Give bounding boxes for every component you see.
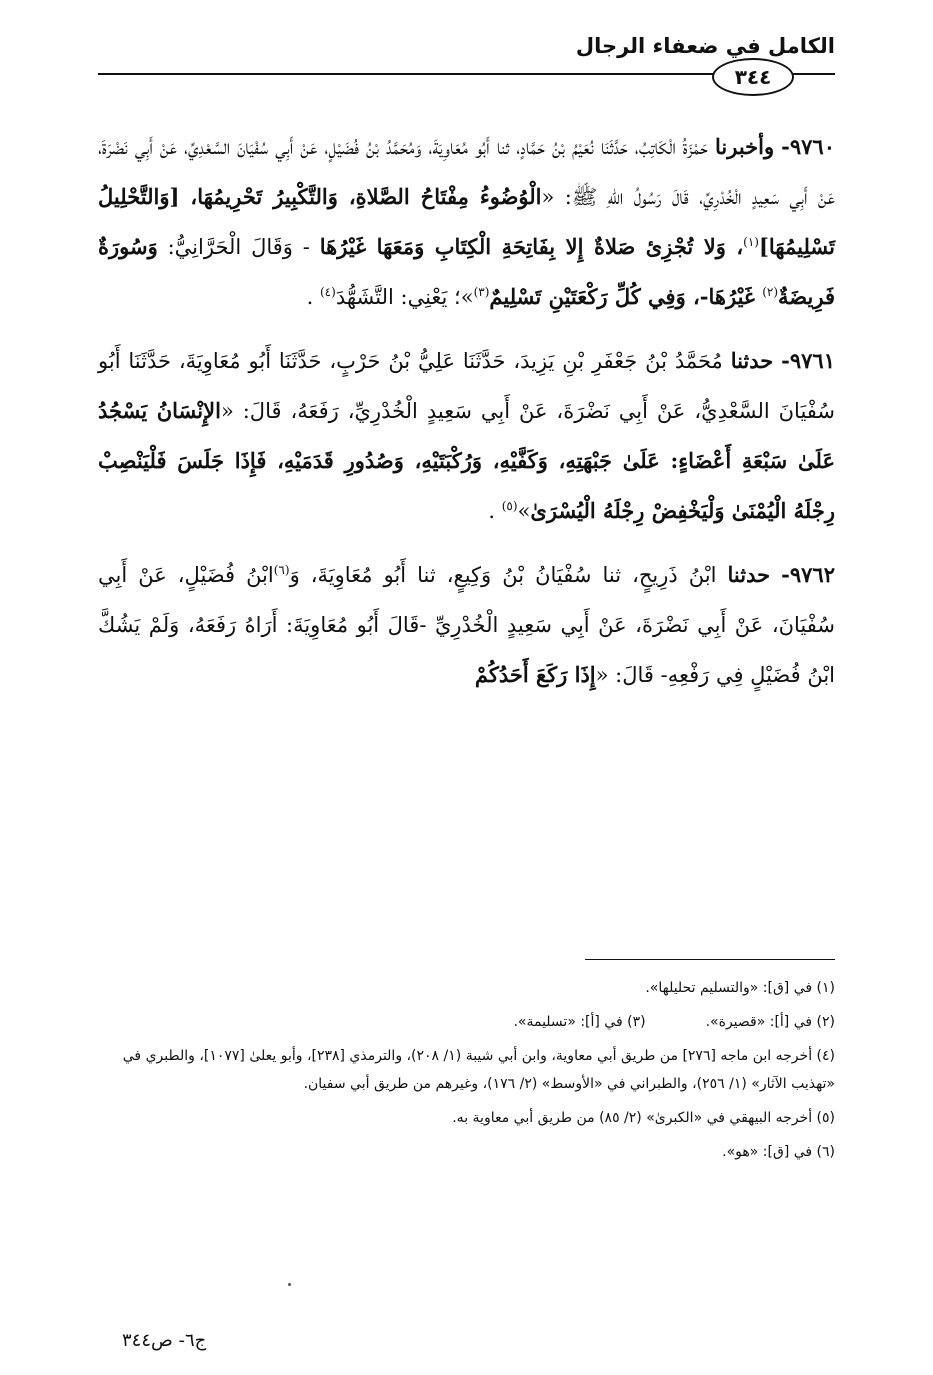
main-text [98,122,835,714]
hadith-number: ٩٧٦٢- [781,562,835,587]
isnad-text: ابْنُ فُضَيْلٍ، عَنْ أَبِي سُفْيَانَ، عَنْ أَبِي نَضْرَةَ، عَنْ أَبِي سَعِيدٍ الْخُدْرِيِّ -قَالَ أَبُو مُعَاوِيَةَ: أَرَاهُ رَفَعَهُ، وَلَمْ يَشُكَّ ابْنُ فُضَيْلٍ فِي رَفْعِهِ- قَالَ: « [98,563,835,687]
narration-keyword: حدثنا [727,562,771,587]
explanation-text: »؛ يَعْنِي: التَّشَهُّدَ [335,285,474,309]
running-header-title: الكامل في ضعفاء الرجال [575,34,835,58]
paragraph-9761 [98,336,835,536]
hadith-text: غَيْرُهَا-، وَفِي كُلِّ رَكْعَتَيْنِ تَسْلِيمٌ [489,284,763,309]
hadith-text: ، وَلا تُجْزِئ صَلاةٌ إِلا بِفَاتِحَةِ الْكِتَابِ وَمَعَهَا غَيْرُهَا [319,234,744,259]
footnote-2: (٢) في [أ]: «قصيرة». [705,1014,835,1030]
hadith-text: وَسُورَةٌ فَرِيضَةٌ [98,234,835,309]
footnotes [98,974,835,1172]
footnote-ref[interactable]: (٢) [762,285,779,299]
footnote-row [98,1008,835,1036]
footnote-6: (٦) في [ق]: «هو». [722,1144,835,1160]
hadith-text: الْوُضُوءُ مِفْتَاحُ الصَّلاةِ، وَالتَّكْبِيرُ تَحْرِيمُهَا، [وَالتَّحْلِيلُ تَسْلِيمُهَا] [98,184,835,259]
paragraph-9762 [98,550,835,700]
footnote-4: (٤) أخرجه ابن ماجه [٢٧٦] من طريق أبي معاوية، وابن أبي شيبة (١/ ٢٠٨)، والترمذي [٢٣٨]، وأبو يعلىٰ [١٠٧٧]، والطبري في «تهذيب الآثار» (١/ ٢٥٦)، والطبراني في «الأوسط» (٢/ ١٧٦)، وغيرهم من طريق أبي سفيان. [122,1048,835,1092]
page-number-badge: ٣٤٤ [712,58,794,96]
isnad-text: مُحَمَّدُ بْنُ جَعْفَرِ بْنِ يَزِيدَ، حَدَّثَنَا عَلِيُّ بْنُ حَرْبٍ، حَدَّثَنَا أَبُو مُعَاوِيَةَ، حَدَّثَنَا أَبُو سُفْيَانَ السَّعْدِيُّ، عَنْ أَبِي نَضْرَةَ، عَنْ أَبِي سَعِيدٍ الْخُدْرِيِّ، رَفَعَهُ، قَالَ: « [98,349,835,423]
narrator-note: - وَقَالَ الْحَرَّانِيُّ: [157,235,320,259]
footnote-3: (٣) في [أ]: «تسليمة». [513,1014,646,1030]
paragraph-9760 [98,122,835,322]
footnote-ref[interactable]: (٤) [319,285,336,299]
footnote-ref[interactable]: (٥) [501,499,518,513]
footnote-separator [585,959,835,960]
hadith-number: ٩٧٦١- [781,348,835,373]
narration-keyword: حدثنا [730,348,774,373]
footnote-ref[interactable]: (٦) [273,563,290,577]
footnote-5: (٥) أخرجه البيهقي في «الكبرىٰ» (٢/ ٨٥) من طريق أبي معاوية به. [452,1110,835,1126]
footnote-ref[interactable]: (٣) [473,285,490,299]
hadith-number: ٩٧٦٠- [781,134,835,159]
hadith-text: إِذَا رَكَعَ أَحَدُكُمْ [474,662,596,687]
isnad-text: ابْنُ ذَرِيحٍ، ثنا سُفْيَانُ بْنُ وَكِيعٍ، ثنا أَبُو مُعَاوِيَةَ، وَ [289,563,717,587]
footnote-ref[interactable]: (١) [743,235,759,249]
footnote-1: (١) في [ق]: «والتسليم تحليلها». [645,980,835,996]
volume-page-footer: ج٦- ص٣٤٤ [122,1330,207,1351]
period: . [488,499,502,523]
hadith-text: الإِنْسَانُ يَسْجُدُ عَلَىٰ سَبْعَةِ أَعْضَاءٍ: عَلَىٰ جَبْهَتِهِ، وَكَفَّيْهِ، وَرُكْبَتَيْهِ، وَصُدُورِ قَدَمَيْهِ، فَإِذَا جَلَسَ فَلْيَنْصِبْ رِجْلَهُ الْيُمْنَىٰ وَلْيَخْفِضْ رِجْلَهُ الْيُسْرَىٰ [98,398,835,523]
closing-quote: » [517,499,531,523]
isnad-text: حَمْزَةُ الْكَاتِبُ، حَدَّثَنَا نُعَيْمُ بْنُ حَمَّادٍ، ثنا أَبُو مُعَاوِيَةَ، وَمُحَمَّدُ بْنُ فُضَيْلٍ، عَنْ أَبِي سُفْيَانَ السَّعْدِيِّ، عَنْ أَبِي نَضْرَةَ، عَنْ أَبِي سَعِيدٍ الْخُدْرِيِّ، قَالَ رَسُولُ اللهِ ﷺ: « [98,135,835,209]
narration-keyword: وأخبرنا [714,134,775,159]
scan-speck [288,1283,291,1286]
period: . [306,285,320,309]
